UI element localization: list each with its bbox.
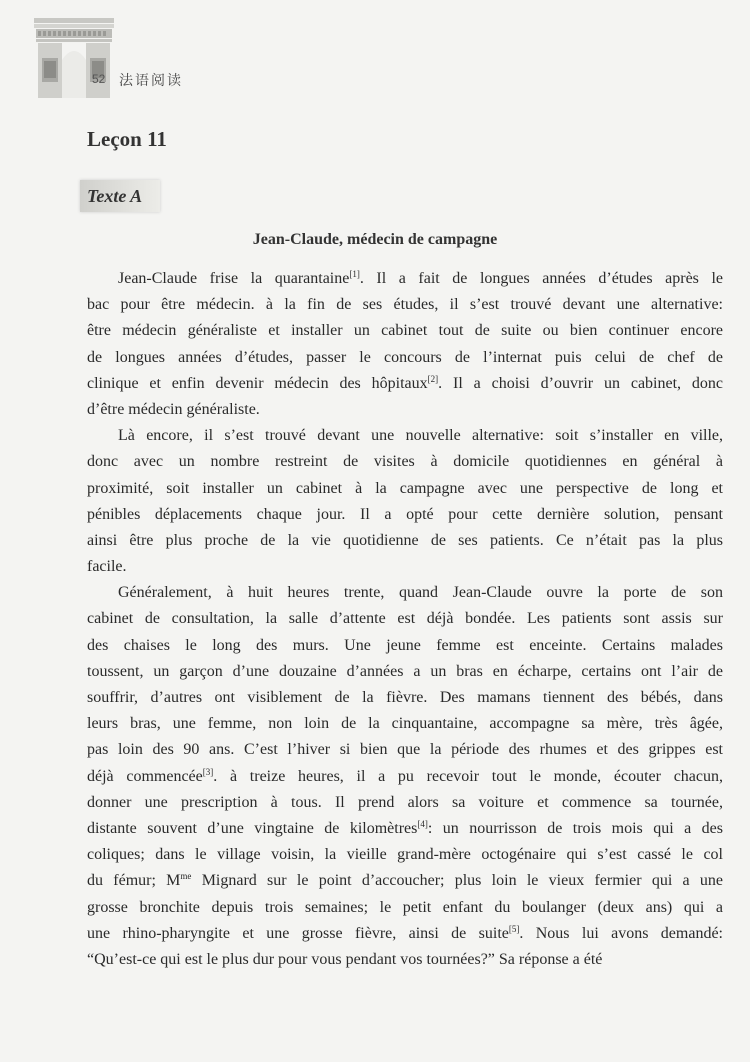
line-text: cabinet de consultation, la salle d’attente est déjà bondée. Les patients sont assis sur (87, 610, 723, 628)
text-line (87, 711, 723, 737)
line-text: Mignard sur le point d’accoucher; plus loin le vieux fermier qui a une (191, 872, 724, 890)
text-line (87, 371, 723, 397)
article-title: Jean-Claude, médecin de campagne (252, 231, 498, 248)
paragraph (87, 580, 723, 973)
footnote-marker: [2] (427, 373, 439, 384)
text-line (87, 423, 723, 449)
line-text: clinique et enfin devenir médecin des hôpitaux (87, 374, 428, 392)
line-text: donc avec un nombre restreint de visites à domicile quotidiennes en général à (87, 453, 723, 471)
line-text: grosse bronchite depuis trois semaines; le petit enfant du boulanger (deux ans) qui a (87, 898, 723, 916)
paragraph (87, 423, 723, 580)
text-line (87, 580, 723, 606)
line-text: . Nous lui avons demandé: (519, 924, 724, 942)
footnote-marker: [3] (202, 766, 214, 777)
line-text: proximité, soit installer un cabinet à la campagne avec une perspective de long et (87, 479, 723, 497)
text-line (87, 292, 723, 318)
line-text: une rhino-pharyngite et une grosse fièvre, ainsi de suite (87, 924, 509, 942)
text-line (87, 554, 723, 580)
line-text: distante souvent d’une vingtaine de kilomètres (87, 819, 418, 837)
line-text: du fémur; M (87, 872, 181, 890)
line-text: pénibles déplacements chaque jour. Il a opté pour cette dernière solution, pensant (87, 505, 723, 523)
text-line (87, 764, 723, 790)
text-line (87, 790, 723, 816)
text-line (87, 502, 723, 528)
text-line (87, 842, 723, 868)
line-text: leurs bras, une femme, non loin de la cinquantaine, accompagne sa mère, très âgée, (87, 715, 723, 733)
line-text: être médecin généraliste et installer un cabinet tout de suite ou bien continuer encore (87, 322, 723, 340)
line-text: . à treize heures, il a pu recevoir tout le monde, écouter chacun, (213, 767, 723, 785)
text-line (87, 449, 723, 475)
text-line (87, 528, 723, 554)
text-line (87, 318, 723, 344)
line-text: toussent, un garçon d’une douzaine d’années a un bras en écharpe, certains ont l’air de (87, 662, 723, 680)
line-text: ainsi être plus proche de la vie quotidienne de ses patients. Ce n’était pas la plus (87, 531, 723, 549)
lesson-title: Leçon 11 (87, 127, 167, 151)
text-line (87, 685, 723, 711)
text-line (87, 397, 723, 423)
line-text: coliques; dans le village voisin, la vieille grand-mère octogénaire qui s’est cassé le col (87, 846, 723, 864)
footnote-marker: [5] (508, 923, 520, 934)
text-line (87, 947, 723, 973)
line-text: “Qu’est-ce qui est le plus dur pour vous pendant vos tournées?” Sa réponse a été (87, 950, 603, 968)
text-line (87, 921, 723, 947)
line-text: bac pour être médecin. à la fin de ses études, il s’est trouvé devant une alternative: (87, 296, 723, 314)
line-text: des chaises le long des murs. Une jeune femme est enceinte. Certains malades (87, 636, 723, 654)
text-line (87, 659, 723, 685)
line-text: Là encore, il s’est trouvé devant une nouvelle alternative: soit s’installer en ville, (118, 427, 723, 445)
text-line (87, 816, 723, 842)
text-line (87, 737, 723, 763)
line-text: d’être médecin généraliste. (87, 400, 260, 418)
line-text: facile. (87, 558, 127, 576)
line-text: pas loin des 90 ans. C’est l’hiver si bien que la période des rhumes et des grippes est (87, 741, 723, 759)
line-text: : un nourrisson de trois mois qui a des (427, 819, 723, 837)
line-text: . Il a choisi d’ouvrir un cabinet, donc (438, 374, 724, 392)
text-line (87, 266, 723, 292)
book-title: 法语阅读 (119, 73, 183, 89)
text-line (87, 476, 723, 502)
line-text: souffrir, d’autres ont visiblement de la fièvre. Des mamans tiennent des bébés, dans (87, 689, 723, 706)
line-text: de longues années d’études, passer le concours de l’internat puis celui de chef de (87, 348, 723, 366)
text-line (87, 345, 723, 371)
line-text: . Il a fait de longues années d’études après le (359, 270, 723, 287)
line-text: donner une prescription à tous. Il prend alors sa voiture et commence sa tournée, (87, 793, 723, 811)
text-line (87, 868, 723, 894)
footnote-marker: [1] (349, 269, 360, 279)
footnote-marker: [4] (417, 818, 428, 829)
footnote-marker: me (180, 871, 192, 882)
text-line (87, 633, 723, 659)
paragraph (87, 266, 723, 423)
page-header (32, 14, 192, 98)
article-body (87, 266, 723, 973)
text-line (87, 895, 723, 921)
line-text: Généralement, à huit heures trente, quand Jean-Claude ouvre la porte de son (118, 584, 723, 602)
section-label: Texte A (80, 180, 160, 212)
line-text: Jean-Claude frise la quarantaine (118, 270, 350, 287)
text-line (87, 606, 723, 632)
page-number: 52 (92, 72, 106, 86)
line-text: déjà commencée (87, 767, 203, 785)
